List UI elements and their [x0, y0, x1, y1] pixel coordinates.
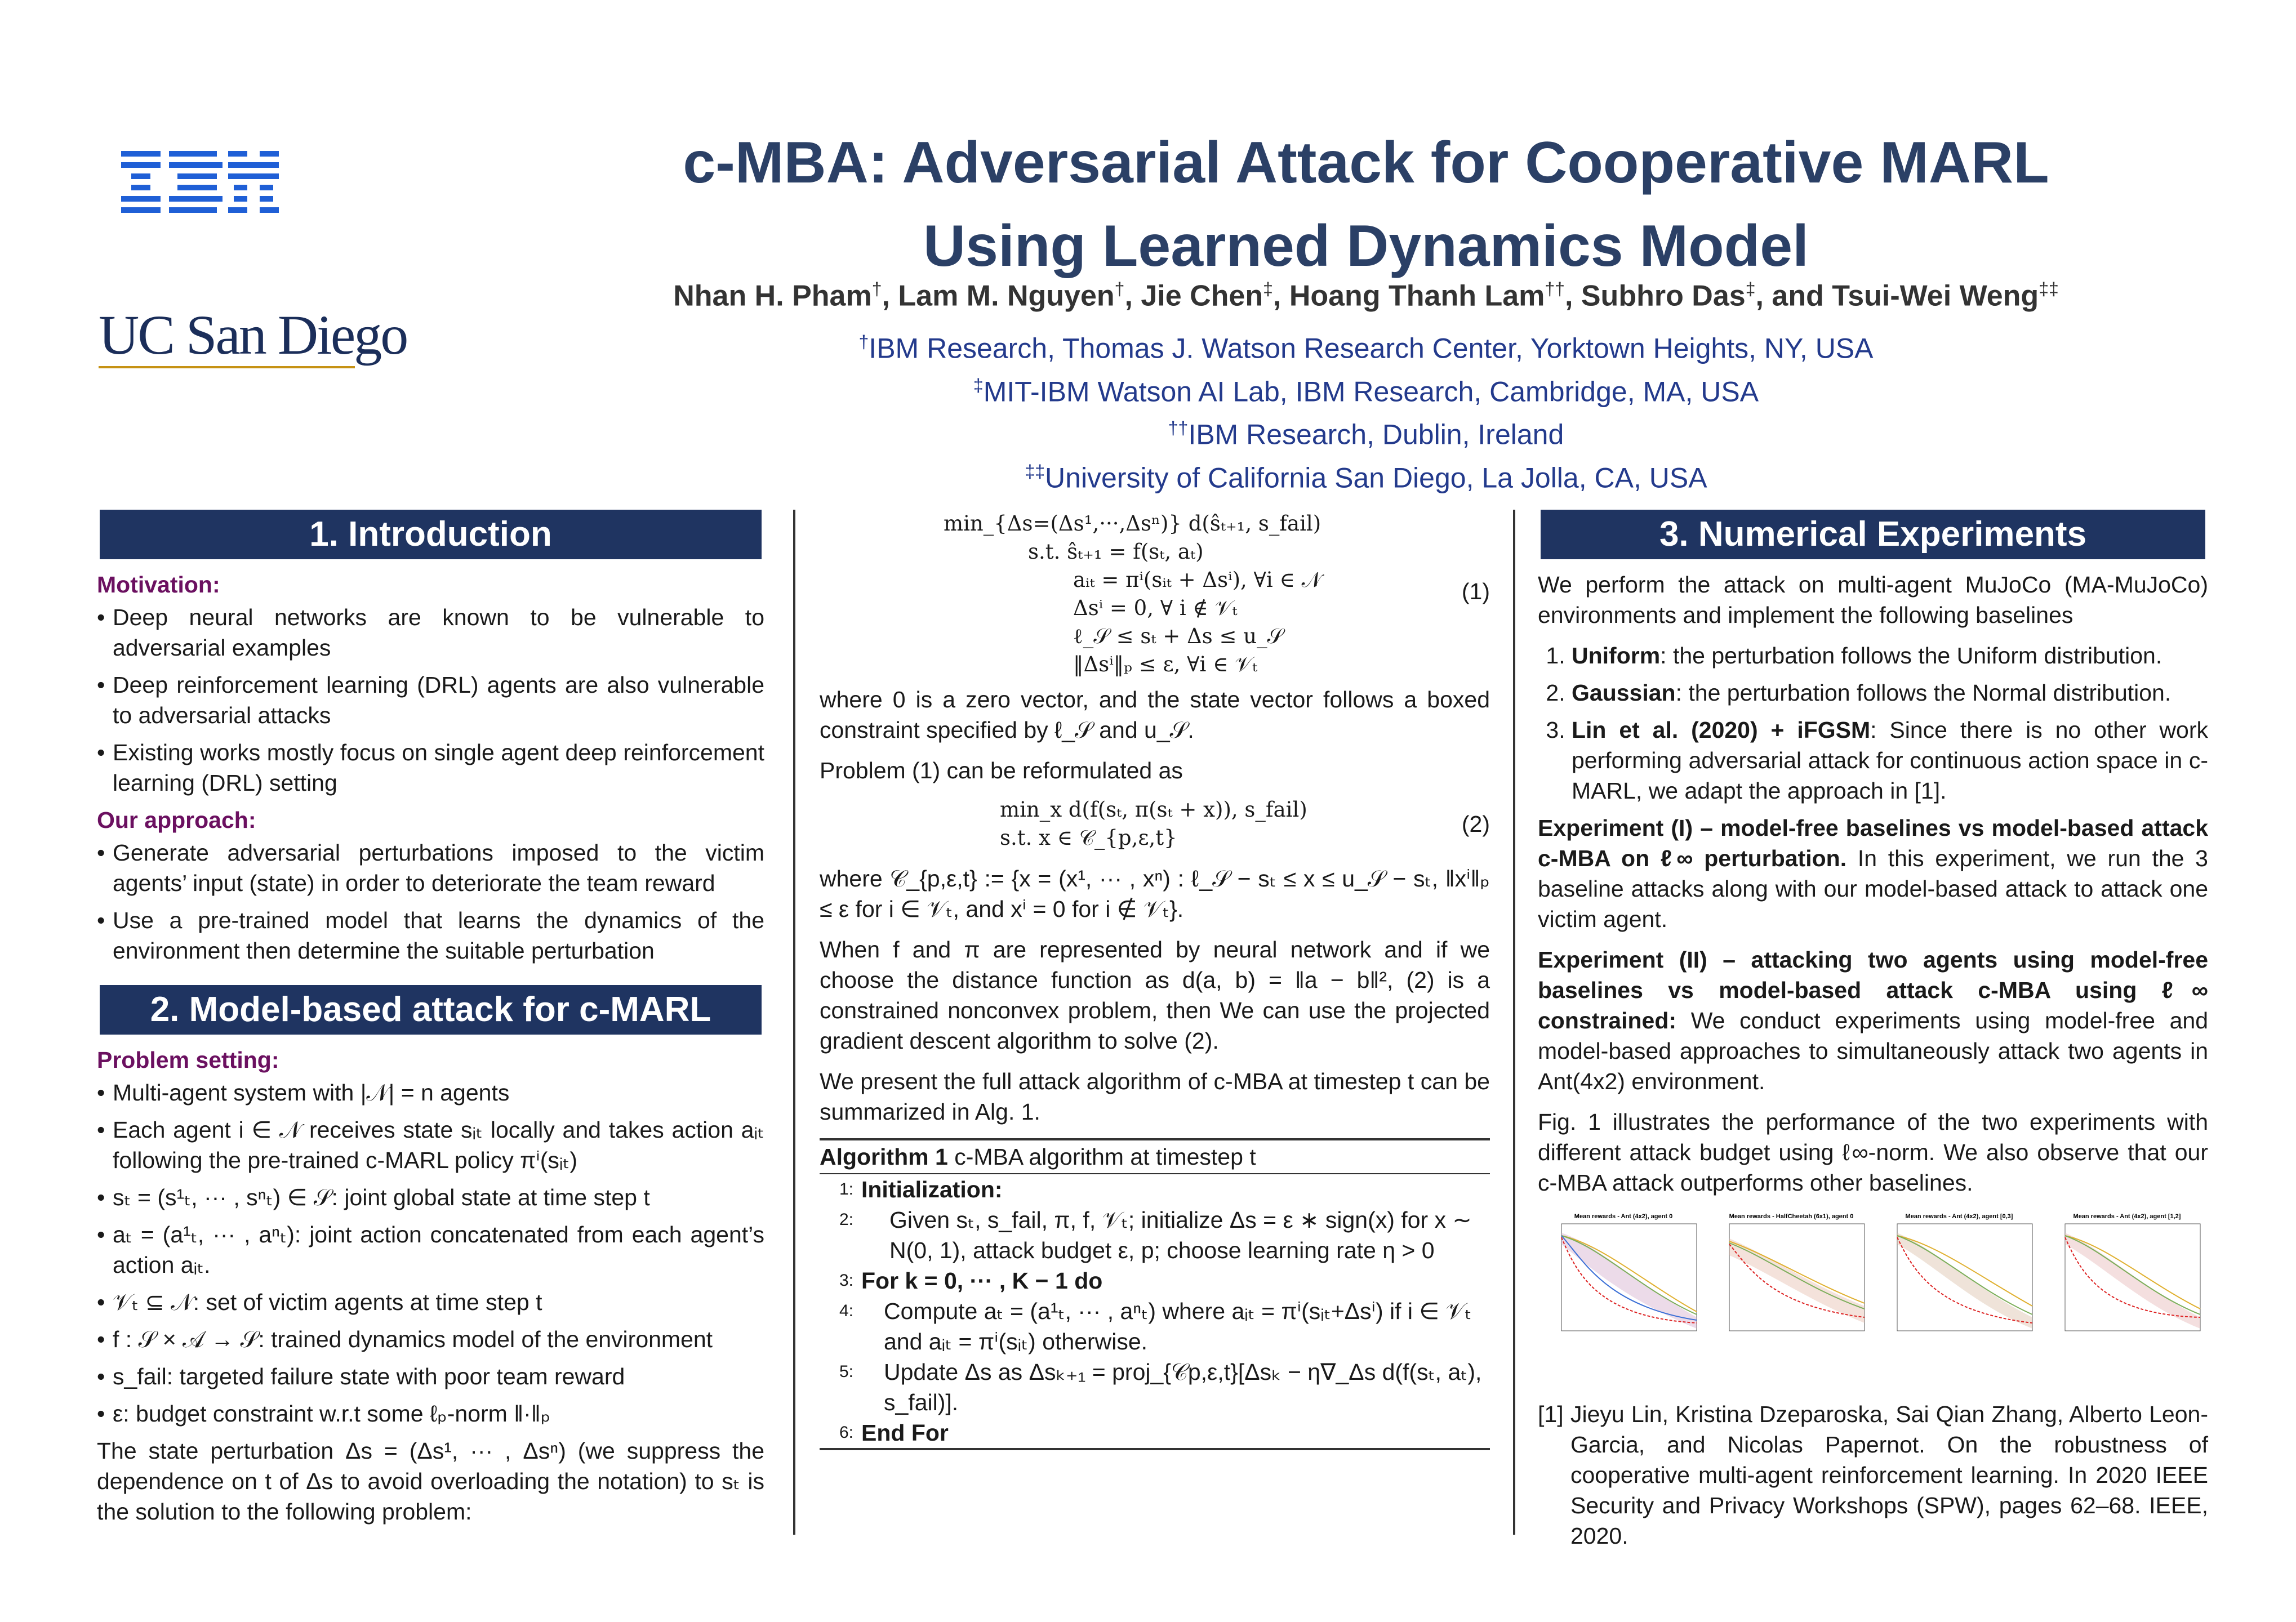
ucsd-logo-underline: [99, 366, 355, 368]
paragraph: [1538, 813, 2208, 934]
author: Subhro Das: [1581, 279, 1746, 313]
affil-text: University of California San Diego, La Jolla, CA, USA: [1045, 462, 1707, 494]
problem-setting-label: Problem setting:: [97, 1047, 279, 1073]
experiment-label: Experiment (I) – model-free baselines vs model-based attack c-MBA on ℓ∞ perturbation.: [1538, 815, 2208, 871]
line-text: End For: [861, 1420, 949, 1446]
line-text: Update Δs as Δsₖ₊₁ = proj_{𝒞p,ε,t}[Δsₖ − η∇_Δs d(f(sₜ, aₜ), s_fail)].: [884, 1359, 1482, 1415]
list-item: • Each agent i ∈ 𝒩 receives state sᵢₜ locally and takes action aᵢₜ following the pre-trained c-MARL policy πⁱ(sᵢₜ): [97, 1115, 764, 1175]
ucsd-logo: UC San Diego: [99, 304, 407, 366]
author-mark: ‡‡: [2039, 279, 2059, 299]
paragraph: where 0 is a zero vector, and the state vector follows a boxed constraint specified by ℓ_𝒮 and u_𝒮.: [820, 687, 1490, 743]
paragraph: Fig. 1 illustrates the performance of the two experiments with different attack budget using ℓ∞-norm. We also observe that our c-MBA attack outperforms other baselines.: [1538, 1109, 2208, 1196]
section-heading-introduction: 1. Introduction: [100, 510, 762, 559]
line-text: Initialization:: [861, 1177, 1003, 1202]
experiment-label: Experiment (II) – attacking two agents using model-free baselines vs model-based attack c-MBA using ℓ∞ constrained:: [1538, 947, 2208, 1033]
author: Nhan H. Pham: [673, 279, 872, 313]
column-right: [1538, 510, 2208, 1551]
algorithm-line: [820, 1205, 1490, 1265]
paragraph: When f and π are represented by neural network and if we choose the distance function as d(a, b) = ‖a − b‖², (2) is a constrained nonconvex problem, then We can use the projected gradient descent algorithm to solve (2).: [820, 937, 1490, 1054]
algorithm-line: [820, 1418, 1490, 1448]
list-item: • Existing works mostly focus on single agent deep reinforcement learning (DRL) setting: [97, 737, 764, 798]
line-number: 5:: [839, 1362, 853, 1381]
column-divider: [1513, 510, 1515, 1535]
plot-title: Mean rewards - Ant (4x2), agent [0,3]: [1905, 1213, 2013, 1220]
algorithm-line: [820, 1357, 1490, 1418]
author-list: Nhan H. Pham†, Lam M. Nguyen†, Jie Chen‡, Hoang Thanh Lam††, Subhro Das‡, and Tsui-Wei Weng‡‡: [673, 279, 2059, 313]
list-item: • Generate adversarial perturbations imposed to the victim agents’ input (state) in order to deteriorate the team reward: [97, 837, 764, 898]
equation-line: min_{Δs=(Δs¹,···,Δsⁿ)} d(ŝₜ₊₁, s_fail): [944, 511, 1321, 536]
list-item: [1572, 678, 2208, 708]
algorithm-box: [820, 1138, 1490, 1450]
affil-text: IBM Research, Dublin, Ireland: [1188, 418, 1564, 451]
affil-text: MIT-IBM Watson AI Lab, IBM Research, Cambridge, MA, USA: [983, 376, 1759, 408]
band: [1561, 1233, 1697, 1329]
section-heading-model-based: 2. Model-based attack for c-MARL: [100, 985, 762, 1035]
affiliation-list: [563, 324, 2169, 497]
algorithm-line: [820, 1265, 1490, 1296]
equation-line: s.t. x ∈ 𝒞_{p,ε,t}: [1000, 826, 1177, 850]
affiliation: [563, 453, 2169, 497]
baseline-text: : Since there is no other work performing adversarial attack for continuous action space in c-MARL, we adapt the approach in [1].: [1572, 717, 2208, 804]
reward-plot: [2048, 1210, 2206, 1348]
paragraph: where 𝒞_{p,ε,t} := {x = (x¹, ··· , xⁿ) : ℓ_𝒮 − sₜ ≤ x ≤ u_𝒮 − sₜ, ‖xⁱ‖ₚ ≤ ε for i ∈ 𝒱ₜ, and xⁱ = 0 for i ∉ 𝒱ₜ}.: [820, 866, 1490, 922]
reward-plot: [1712, 1210, 1870, 1348]
author-mark: ‡: [1745, 279, 1756, 299]
section-heading-experiments: 3. Numerical Experiments: [1541, 510, 2205, 559]
poster-title: [535, 121, 2197, 288]
figure-row: [1545, 1210, 2208, 1348]
author: Jie Chen: [1141, 279, 1263, 313]
list-item: • sₜ = (s¹ₜ, ··· , sⁿₜ) ∈ 𝒮: joint global state at time step t: [97, 1182, 764, 1213]
algorithm-line: [820, 1296, 1490, 1357]
baseline-text: : the perturbation follows the Uniform distribution.: [1660, 643, 2162, 669]
column-left: [97, 510, 764, 1537]
list-item: • Deep neural networks are known to be vulnerable to adversarial examples: [97, 602, 764, 663]
algorithm-label: Algorithm 1: [820, 1144, 948, 1170]
line-text: Compute aₜ = (a¹ₜ, ··· , aⁿₜ) where aᵢₜ = πⁱ(sᵢₜ+Δsⁱ) if i ∈ 𝒱ₜ and aᵢₜ = πⁱ(sᵢₜ) otherwise.: [884, 1298, 1472, 1354]
list-item: • 𝒱ₜ ⊆ 𝒩: set of victim agents at time step t: [97, 1287, 764, 1317]
equation-line: ‖Δsⁱ‖ₚ ≤ ε, ∀i ∈ 𝒱ₜ: [1073, 652, 1258, 676]
equation-2: [820, 796, 1490, 852]
equation-line: aᵢₜ = πⁱ(sᵢₜ + Δsⁱ), ∀i ∈ 𝒩: [1073, 568, 1322, 592]
paragraph: The state perturbation Δs = (Δs¹, ··· , Δsⁿ) (we suppress the dependence on t of Δs to avoid overloading the notation) to sₜ is the solution to the following problem:: [97, 1438, 764, 1525]
list-item: • Deep reinforcement learning (DRL) agents are also vulnerable to adversarial attacks: [97, 670, 764, 730]
list-item: • aₜ = (a¹ₜ, ··· , aⁿₜ): joint action concatenated from each agent’s action aᵢₜ.: [97, 1219, 764, 1280]
reference-label: [1]: [1538, 1401, 1564, 1427]
affil-mark: †: [858, 332, 869, 352]
baseline-list: [1538, 640, 2208, 806]
plot-title: Mean rewards - Ant (4x2), agent 0: [1574, 1213, 1673, 1220]
equation-number: (2): [1461, 811, 1490, 837]
algorithm-title: [820, 1140, 1490, 1174]
motivation-label: Motivation:: [97, 572, 220, 598]
reward-plot: [1545, 1210, 1702, 1348]
paragraph: [1538, 944, 2208, 1097]
list-item: • f : 𝒮 × 𝒜 → 𝒮: trained dynamics model of the environment: [97, 1324, 764, 1354]
baseline-name: Gaussian: [1572, 680, 1676, 706]
author-mark: †: [871, 279, 882, 299]
reference-text: Jieyu Lin, Kristina Dzeparoska, Sai Qian Zhang, Alberto Leon-Garcia, and Nicolas Papernot. On the robustness of cooperative multi-agent reinforcement learning. In 2020 IEEE Security and Privacy Workshops (SPW), pages 62–68. IEEE, 2020.: [1570, 1401, 2208, 1549]
affiliation: [563, 324, 2169, 367]
list-item: • s_fail: targeted failure state with poor team reward: [97, 1361, 764, 1392]
approach-list: [97, 837, 764, 966]
author: Lam M. Nguyen: [898, 279, 1115, 313]
author-mark: †: [1114, 279, 1125, 299]
affil-mark: ‡‡: [1025, 461, 1045, 482]
list-item: [1572, 640, 2208, 671]
problem-setting-list: [97, 1077, 764, 1429]
author-mark: ††: [1545, 279, 1565, 299]
equation-line: s.t. ŝₜ₊₁ = f(sₜ, aₜ): [1028, 540, 1204, 564]
affiliation: [563, 367, 2169, 411]
list-item: • Use a pre-trained model that learns the dynamics of the environment then determine the suitable perturbation: [97, 905, 764, 966]
baseline-name: Uniform: [1572, 643, 1661, 669]
plot-title: Mean rewards - Ant (4x2), agent [1,2]: [2073, 1213, 2181, 1220]
ibm-logo: [121, 151, 279, 213]
algorithm-line: [820, 1174, 1490, 1205]
line-number: 4:: [839, 1302, 853, 1320]
paragraph: We perform the attack on multi-agent MuJoCo (MA-MuJoCo) environments and implement the following baselines: [1538, 572, 2208, 628]
band: [1897, 1233, 2032, 1329]
title-line-2: Using Learned Dynamics Model: [923, 213, 1809, 279]
author-mark: ‡: [1263, 279, 1273, 299]
equation-number: (1): [1461, 578, 1490, 604]
line-number: 1:: [839, 1180, 853, 1198]
list-item: [1572, 715, 2208, 806]
band: [2065, 1233, 2200, 1329]
title-line-1: c-MBA: Adversarial Attack for Cooperative MARL: [683, 130, 2049, 195]
motivation-list: [97, 602, 764, 798]
affil-mark: ††: [1168, 418, 1189, 439]
equation-line: Δsⁱ = 0, ∀ i ∉ 𝒱ₜ: [1073, 596, 1238, 620]
paragraph: Problem (1) can be reformulated as: [820, 757, 1183, 783]
algorithm-caption: c-MBA algorithm at timestep t: [954, 1144, 1256, 1170]
paragraph: We present the full attack algorithm of c-MBA at timestep t can be summarized in Alg. 1.: [820, 1068, 1490, 1125]
equation-line: min_x d(f(sₜ, π(sₜ + x)), s_fail): [1000, 797, 1307, 822]
affiliation: [563, 410, 2169, 453]
baseline-text: : the perturbation follows the Normal distribution.: [1675, 680, 2172, 706]
column-divider: [793, 510, 795, 1535]
line-text: For k = 0, ··· , K − 1 do: [861, 1268, 1103, 1294]
line-number: 6:: [839, 1423, 853, 1442]
reference-entry: [1538, 1399, 2208, 1551]
line-text: Given sₜ, s_fail, π, f, 𝒱ₜ; initialize Δs = ε ∗ sign(x) for x ∼ N(0, 1), attack budget ε, p; choose learning rate η > 0: [889, 1207, 1472, 1263]
line-number: 3:: [839, 1271, 853, 1290]
author: and Tsui-Wei Weng: [1772, 279, 2039, 313]
affil-mark: ‡: [973, 375, 984, 395]
line-number: 2:: [839, 1210, 853, 1229]
equation-1: [820, 510, 1490, 679]
approach-label: Our approach:: [97, 807, 256, 833]
list-item: • Multi-agent system with |𝒩| = n agents: [97, 1077, 764, 1108]
band: [1729, 1238, 1865, 1323]
column-middle: [820, 510, 1490, 1450]
baseline-name: Lin et al. (2020) + iFGSM: [1572, 717, 1871, 743]
experiment-text: In this experiment, we run the 3 baseline attacks along with our model-based attack to attack one victim agent.: [1538, 845, 2208, 932]
affil-text: IBM Research, Thomas J. Watson Research Center, Yorktown Heights, NY, USA: [869, 332, 1874, 364]
author: Hoang Thanh Lam: [1289, 279, 1545, 313]
list-item: • ε: budget constraint w.r.t some ℓₚ-norm ‖·‖ₚ: [97, 1398, 764, 1429]
equation-line: ℓ_𝒮 ≤ sₜ + Δs ≤ u_𝒮: [1073, 624, 1284, 648]
reward-plot: [1880, 1210, 2038, 1348]
experiment-text: We conduct experiments using model-free and model-based approaches to simultaneously attack two agents in Ant(4x2) environment.: [1538, 1008, 2208, 1094]
plot-title: Mean rewards - HalfCheetah (6x1), agent 0: [1729, 1213, 1854, 1220]
